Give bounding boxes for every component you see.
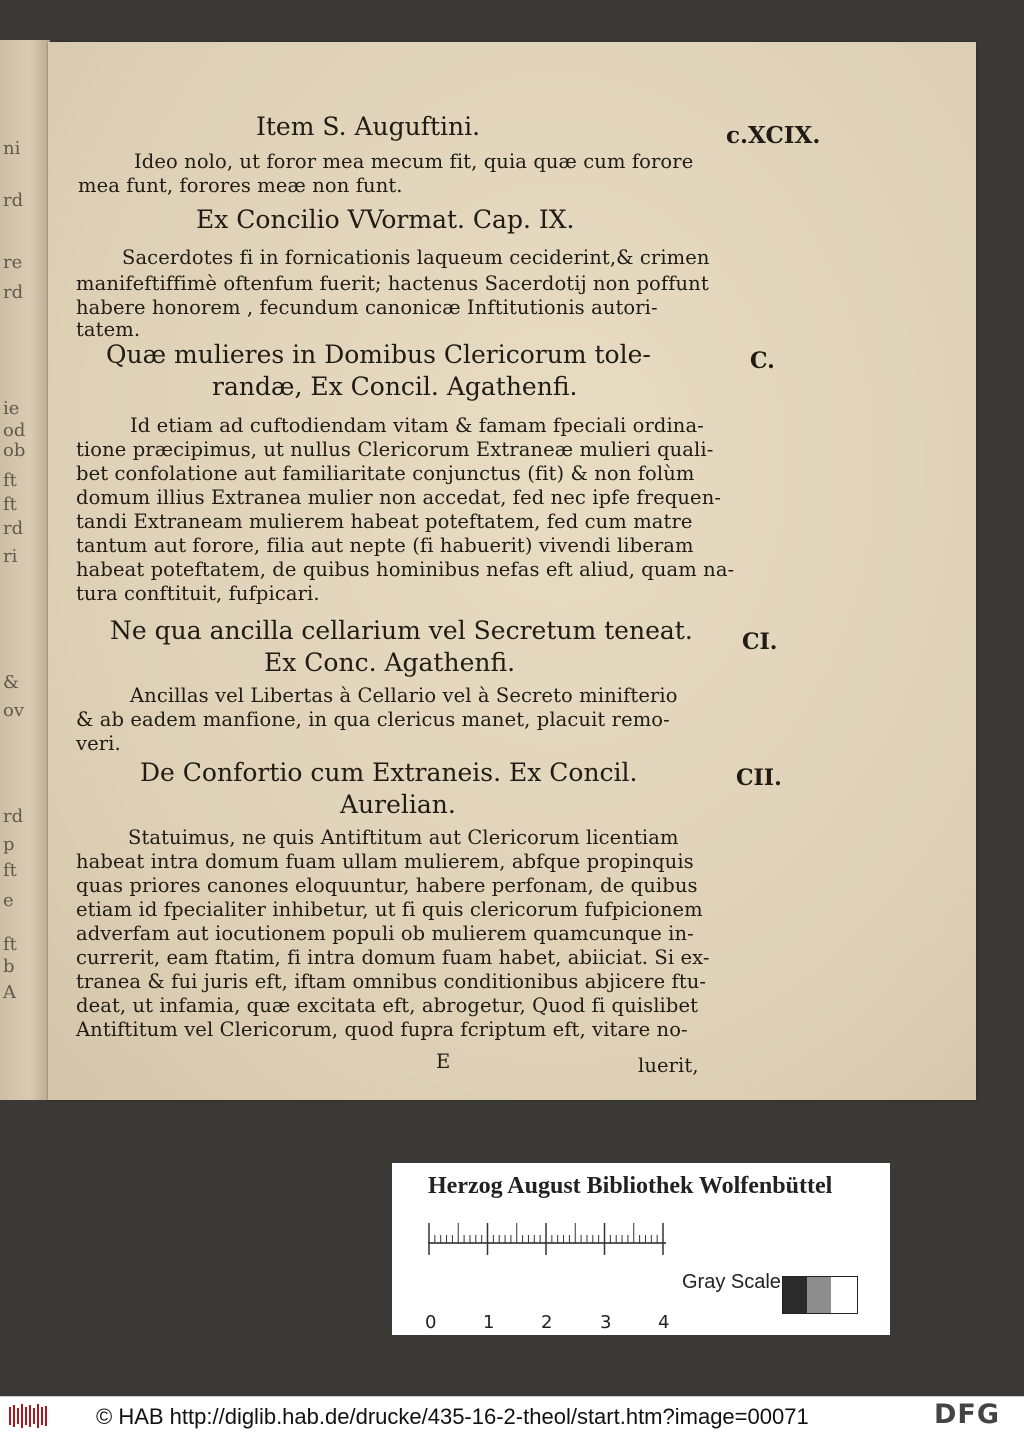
book-page <box>48 42 976 1100</box>
dfg-logo: DFG <box>934 1399 1001 1430</box>
text-line: habeat intra domum fuam ullam mulierem, abfque propinquis <box>76 850 694 873</box>
text-line: Antiftitum vel Clericorum, quod fupra fcriptum eft, vitare no- <box>76 1018 688 1041</box>
scale-ruler <box>428 1207 674 1267</box>
hab-logo-icon <box>8 1403 48 1429</box>
left-page-glyph: A <box>3 982 16 1003</box>
text-line: tione præcipimus, ut nullus Clericorum Extraneæ mulieri quali- <box>76 438 714 461</box>
text-line: mea funt, forores meæ non funt. <box>78 174 403 197</box>
signature-mark: E <box>436 1050 451 1073</box>
margin-label-ci: CI. <box>742 629 778 655</box>
text-line: veri. <box>76 732 121 755</box>
text-line: adverfam aut iocutionem populi ob mulierem quamcunque in- <box>76 922 694 945</box>
text-line: quas priores canones eloquuntur, habere perfonam, de quibus <box>76 874 698 897</box>
gray-scale-label: Gray Scale <box>682 1271 781 1293</box>
text-line: Sacerdotes fi in fornicationis laqueum ceciderint,& crimen <box>122 246 710 269</box>
text-line: tandi Extraneam mulierem habeat poteftatem, fed cum matre <box>76 510 693 533</box>
left-page-glyph: ni <box>3 138 21 159</box>
text-line: Ancillas vel Libertas à Cellario vel à Secreto minifterio <box>130 684 678 707</box>
left-page-glyph: od <box>3 420 26 441</box>
text-line: manifeftiffimè oftenfum fuerit; hactenus Sacerdotij non poffunt <box>76 272 709 295</box>
text-line: tranea & fui juris eft, iftam omnibus conditionibus abjicere ftu- <box>76 970 707 993</box>
left-page-glyph: ob <box>3 440 26 461</box>
margin-label-xcix: c.XCIX. <box>726 122 821 149</box>
text-line: & ab eadem manfione, in qua clericus manet, placuit remo- <box>76 708 670 731</box>
left-page-glyph: e <box>3 890 14 911</box>
left-page-glyph: ie <box>3 398 20 419</box>
text-line: tura conftituit, fufpicari. <box>76 582 320 605</box>
left-page-glyphs <box>0 40 50 1100</box>
left-page-glyph: & <box>3 672 20 693</box>
gray-swatch <box>807 1277 831 1313</box>
ruler-number-0: 0 <box>425 1312 437 1333</box>
ruler-number-1: 1 <box>483 1312 495 1333</box>
section-heading: Ex Conc. Agathenfi. <box>264 648 516 677</box>
text-line: etiam id fpecialiter inhibetur, ut fi quis clericorum fufpicionem <box>76 898 703 921</box>
text-line: habere honorem , fecundum canonicæ Inftitutionis autori- <box>76 296 658 319</box>
left-page-glyph: rd <box>3 518 24 539</box>
text-line: deat, ut infamia, quæ excitata eft, abrogetur, Quod fi quislibet <box>76 994 699 1017</box>
section-heading: De Confortio cum Extraneis. Ex Concil. <box>140 758 638 787</box>
gray-scale-swatches <box>782 1276 858 1314</box>
section-heading: Ne qua ancilla cellarium vel Secretum teneat. <box>110 616 693 645</box>
left-page-glyph: ft <box>3 494 17 515</box>
left-page-glyph: ft <box>3 860 17 881</box>
ruler-number-2: 2 <box>541 1312 553 1333</box>
text-line: tatem. <box>76 318 141 341</box>
footer-bar <box>0 1396 1024 1435</box>
section-heading: Ex Concilio VVormat. Cap. IX. <box>196 205 575 234</box>
section-heading: Item S. Auguftini. <box>256 112 481 141</box>
margin-label-c: C. <box>750 348 775 374</box>
text-line: Id etiam ad cuftodiendam vitam & famam fpeciali ordina- <box>130 414 704 437</box>
section-heading: randæ, Ex Concil. Agathenfi. <box>212 372 578 401</box>
copyright-link[interactable]: © HAB http://diglib.hab.de/drucke/435-16-2-theol/start.htm?image=00071 <box>96 1404 809 1429</box>
gray-swatch <box>783 1277 807 1313</box>
left-page-glyph: p <box>3 834 15 855</box>
left-page-glyph: ft <box>3 934 17 955</box>
left-page-glyph: re <box>3 252 23 273</box>
text-line: Statuimus, ne quis Antiftitum aut Clericorum licentiam <box>128 826 679 849</box>
section-heading: Aurelian. <box>340 790 456 819</box>
left-page-glyph: ft <box>3 470 17 491</box>
margin-label-cii: CII. <box>736 765 782 791</box>
gray-swatch <box>831 1277 857 1313</box>
ruler-number-4: 4 <box>658 1312 670 1333</box>
text-line: bet confolatione aut familiaritate conjunctus (fit) & non folùm <box>76 462 695 485</box>
text-line: habeat poteftatem, de quibus hominibus nefas eft aliud, quam na- <box>76 558 735 581</box>
text-line: domum illius Extranea mulier non accedat, fed nec ipfe frequen- <box>76 486 722 509</box>
left-page-glyph: rd <box>3 190 24 211</box>
text-line: tantum aut forore, filia aut nepte (fi habuerit) vivendi liberam <box>76 534 694 557</box>
left-page-glyph: rd <box>3 806 24 827</box>
text-line: currerit, eam ftatim, fi intra domum fuam habet, abiiciat. Si ex- <box>76 946 710 969</box>
section-heading: Quæ mulieres in Domibus Clericorum tole- <box>106 340 651 369</box>
left-page-glyph: ov <box>3 700 25 721</box>
left-page-glyph: rd <box>3 282 24 303</box>
left-page-glyph: ri <box>3 546 18 567</box>
library-name: Herzog August Bibliothek Wolfenbüttel <box>428 1173 833 1199</box>
ruler-number-3: 3 <box>600 1312 612 1333</box>
left-page-glyph: b <box>3 956 15 977</box>
catchword: luerit, <box>638 1054 699 1077</box>
text-line: Ideo nolo, ut foror mea mecum fit, quia quæ cum forore <box>134 150 694 173</box>
left-page-edge <box>0 40 50 1100</box>
